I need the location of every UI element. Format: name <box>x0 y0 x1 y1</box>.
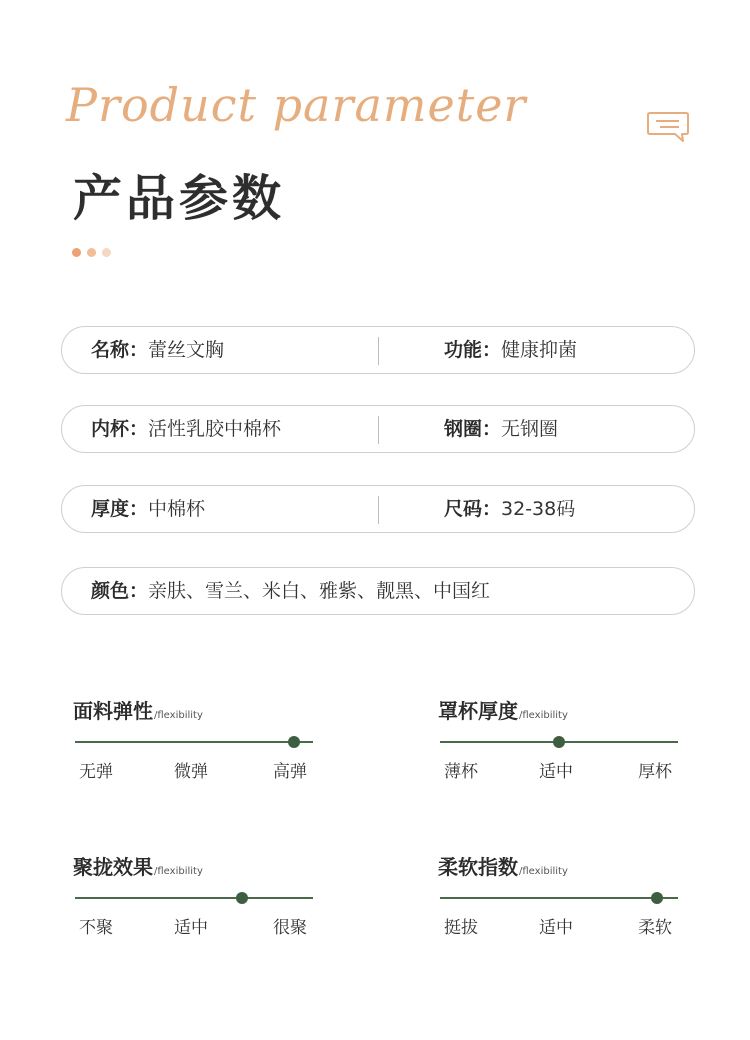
rating-option: 不聚 <box>79 918 113 938</box>
rating-cup-thickness <box>438 695 688 785</box>
dot-1 <box>72 248 81 257</box>
dot-3 <box>102 248 111 257</box>
spec-value: 活性乳胶中棉杯 <box>148 418 282 440</box>
rating-title-text: 罩杯厚度 <box>438 699 518 723</box>
rating-track <box>440 897 678 899</box>
rating-subtitle: /flexibility <box>154 866 203 877</box>
rating-option: 无弹 <box>79 762 113 782</box>
spec-label: 名称： <box>91 339 149 361</box>
rating-option: 适中 <box>539 762 573 782</box>
rating-subtitle: /flexibility <box>519 710 568 721</box>
rating-subtitle: /flexibility <box>519 866 568 877</box>
spec-label: 内杯： <box>91 418 149 440</box>
spec-wire <box>444 406 558 452</box>
rating-option: 高弹 <box>273 762 307 782</box>
rating-knob <box>236 892 248 904</box>
chat-bubble-icon <box>646 110 690 144</box>
rating-subtitle: /flexibility <box>154 710 203 721</box>
spec-row-name <box>61 326 695 374</box>
rating-title-text: 面料弹性 <box>73 699 153 723</box>
rating-option: 适中 <box>174 918 208 938</box>
divider <box>378 416 379 444</box>
spec-row-thickness <box>61 485 695 533</box>
spec-name <box>91 327 224 373</box>
rating-knob <box>288 736 300 748</box>
spec-thickness <box>91 486 205 532</box>
rating-title <box>438 695 568 724</box>
spec-color <box>91 568 490 614</box>
spec-label: 钢圈： <box>444 418 502 440</box>
rating-option: 适中 <box>539 918 573 938</box>
rating-title-text: 柔软指数 <box>438 855 518 879</box>
rating-title <box>438 851 568 880</box>
rating-knob <box>553 736 565 748</box>
decorative-dots <box>72 248 111 257</box>
rating-title <box>73 851 203 880</box>
rating-option: 挺拔 <box>444 918 478 938</box>
rating-option: 薄杯 <box>444 762 478 782</box>
rating-option: 很聚 <box>273 918 307 938</box>
rating-push-up <box>73 851 323 941</box>
rating-softness <box>438 851 688 941</box>
spec-row-cup <box>61 405 695 453</box>
rating-option: 厚杯 <box>638 762 672 782</box>
spec-inner-cup <box>91 406 281 452</box>
divider <box>378 337 379 365</box>
script-title: Product parameter <box>66 78 527 132</box>
spec-value: 32-38码 <box>501 498 576 520</box>
spec-row-color <box>61 567 695 615</box>
spec-value: 健康抑菌 <box>501 339 578 361</box>
spec-function <box>444 327 577 373</box>
rating-option: 柔软 <box>638 918 672 938</box>
spec-value: 蕾丝文胸 <box>148 339 225 361</box>
divider <box>378 496 379 524</box>
spec-label: 功能： <box>444 339 502 361</box>
spec-value: 亲肤、雪兰、米白、雅紫、靓黑、中国红 <box>148 580 491 602</box>
page-title: 产品参数 <box>73 170 286 227</box>
rating-title <box>73 695 203 724</box>
spec-label: 尺码： <box>444 498 502 520</box>
rating-fabric-elasticity <box>73 695 323 785</box>
rating-track <box>75 741 313 743</box>
spec-value: 中棉杯 <box>148 498 206 520</box>
rating-knob <box>651 892 663 904</box>
spec-label: 厚度： <box>91 498 149 520</box>
dot-2 <box>87 248 96 257</box>
rating-title-text: 聚拢效果 <box>73 855 153 879</box>
rating-option: 微弹 <box>174 762 208 782</box>
spec-label: 颜色： <box>91 580 149 602</box>
spec-value: 无钢圈 <box>501 418 559 440</box>
rating-track <box>75 897 313 899</box>
spec-size <box>444 486 575 532</box>
